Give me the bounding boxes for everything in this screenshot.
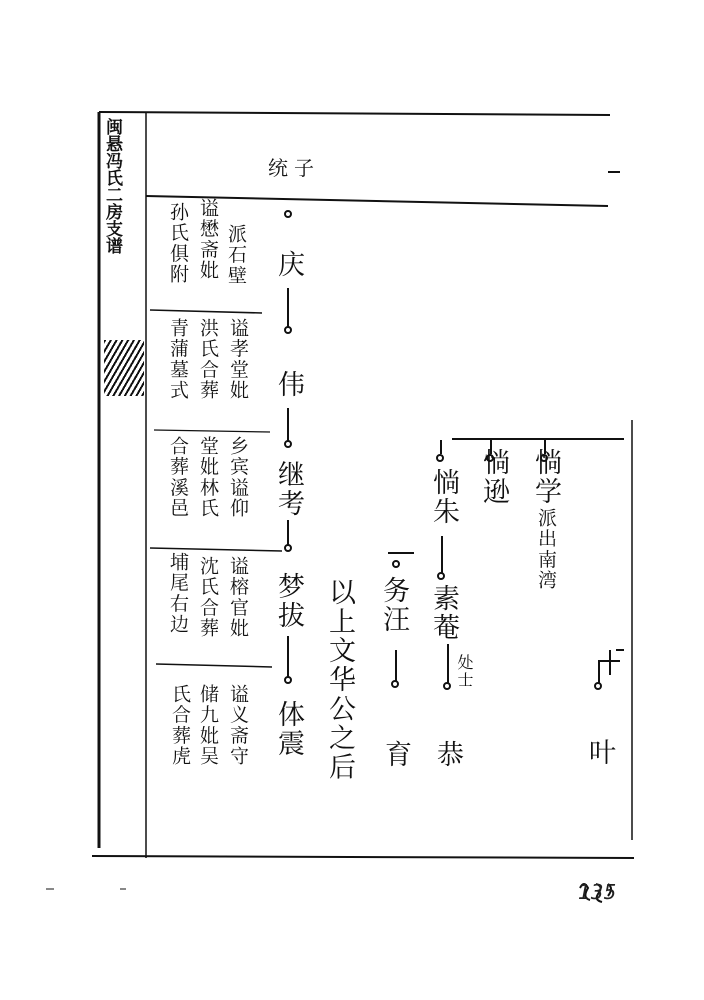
note-text: 谥义斋守	[227, 684, 249, 767]
branch-line	[395, 650, 397, 682]
grandson-name: 素菴	[428, 584, 459, 643]
branch-line	[440, 440, 442, 454]
other-name: 务汪	[378, 576, 409, 635]
generation-name: 继考	[273, 460, 304, 519]
header-label: 统子	[268, 156, 320, 180]
note-text: 合葬溪邑	[167, 436, 189, 519]
branch-bar	[388, 552, 414, 554]
son-name: 惝朱	[428, 468, 459, 527]
lineage-line	[287, 408, 289, 442]
branch-node	[436, 454, 444, 462]
generation-name: 庆	[273, 250, 304, 280]
note-text: 派石壁	[225, 224, 247, 286]
generation-name: 梦拔	[273, 572, 304, 631]
lineage-node	[284, 676, 292, 684]
lineage-line	[287, 520, 289, 546]
spine-decoration	[104, 340, 144, 396]
branch-node	[392, 560, 400, 568]
note-text: 储九妣吴	[197, 684, 219, 767]
note-text: 堂妣林氏	[197, 436, 219, 519]
branch-bar	[598, 660, 620, 662]
lineage-node	[284, 440, 292, 448]
lineage-node	[284, 544, 292, 552]
note-text: 谥懋斋妣	[197, 198, 219, 281]
note-text: 谥孝堂妣	[227, 318, 249, 401]
other-child-name: 育	[380, 740, 411, 770]
corner-mark: 135	[578, 880, 617, 904]
branch-bar	[452, 438, 624, 440]
note-text: 洪氏合葬	[197, 318, 219, 401]
note-text: 埔尾右边	[167, 552, 189, 635]
note-text: 乡宾谥仰	[227, 436, 249, 519]
lineage-node	[284, 210, 292, 218]
note-text: 谥榕官妣	[227, 556, 249, 639]
son-name: 惝学	[530, 448, 561, 507]
lineage-line	[287, 288, 289, 328]
son-name: 惝逊	[478, 448, 509, 507]
generation-name: 伟	[273, 370, 304, 400]
branch-node	[443, 682, 451, 690]
note-text: 沈氏合葬	[197, 556, 219, 639]
branch-line	[598, 660, 600, 684]
remark-text: 以上文华公之后	[324, 578, 355, 783]
note-text: 青蒲墓式	[167, 318, 189, 401]
branch-node	[437, 572, 445, 580]
note-text: 氏合葬虎	[169, 684, 191, 767]
branch-node	[391, 680, 399, 688]
generation-name: 体震	[273, 700, 304, 759]
lineage-line	[287, 636, 289, 678]
edge-char: 叶	[584, 738, 615, 768]
branch-line	[447, 644, 449, 684]
spine-title: 闽悬冯氏二房支谱	[102, 118, 122, 254]
son-note: 派出南湾	[535, 508, 557, 591]
note-text: 孙氏俱附	[167, 202, 189, 285]
grandson-note: 处士	[455, 654, 474, 689]
lineage-node	[284, 326, 292, 334]
great-grandson-name: 恭	[432, 740, 463, 770]
branch-line	[441, 536, 443, 574]
